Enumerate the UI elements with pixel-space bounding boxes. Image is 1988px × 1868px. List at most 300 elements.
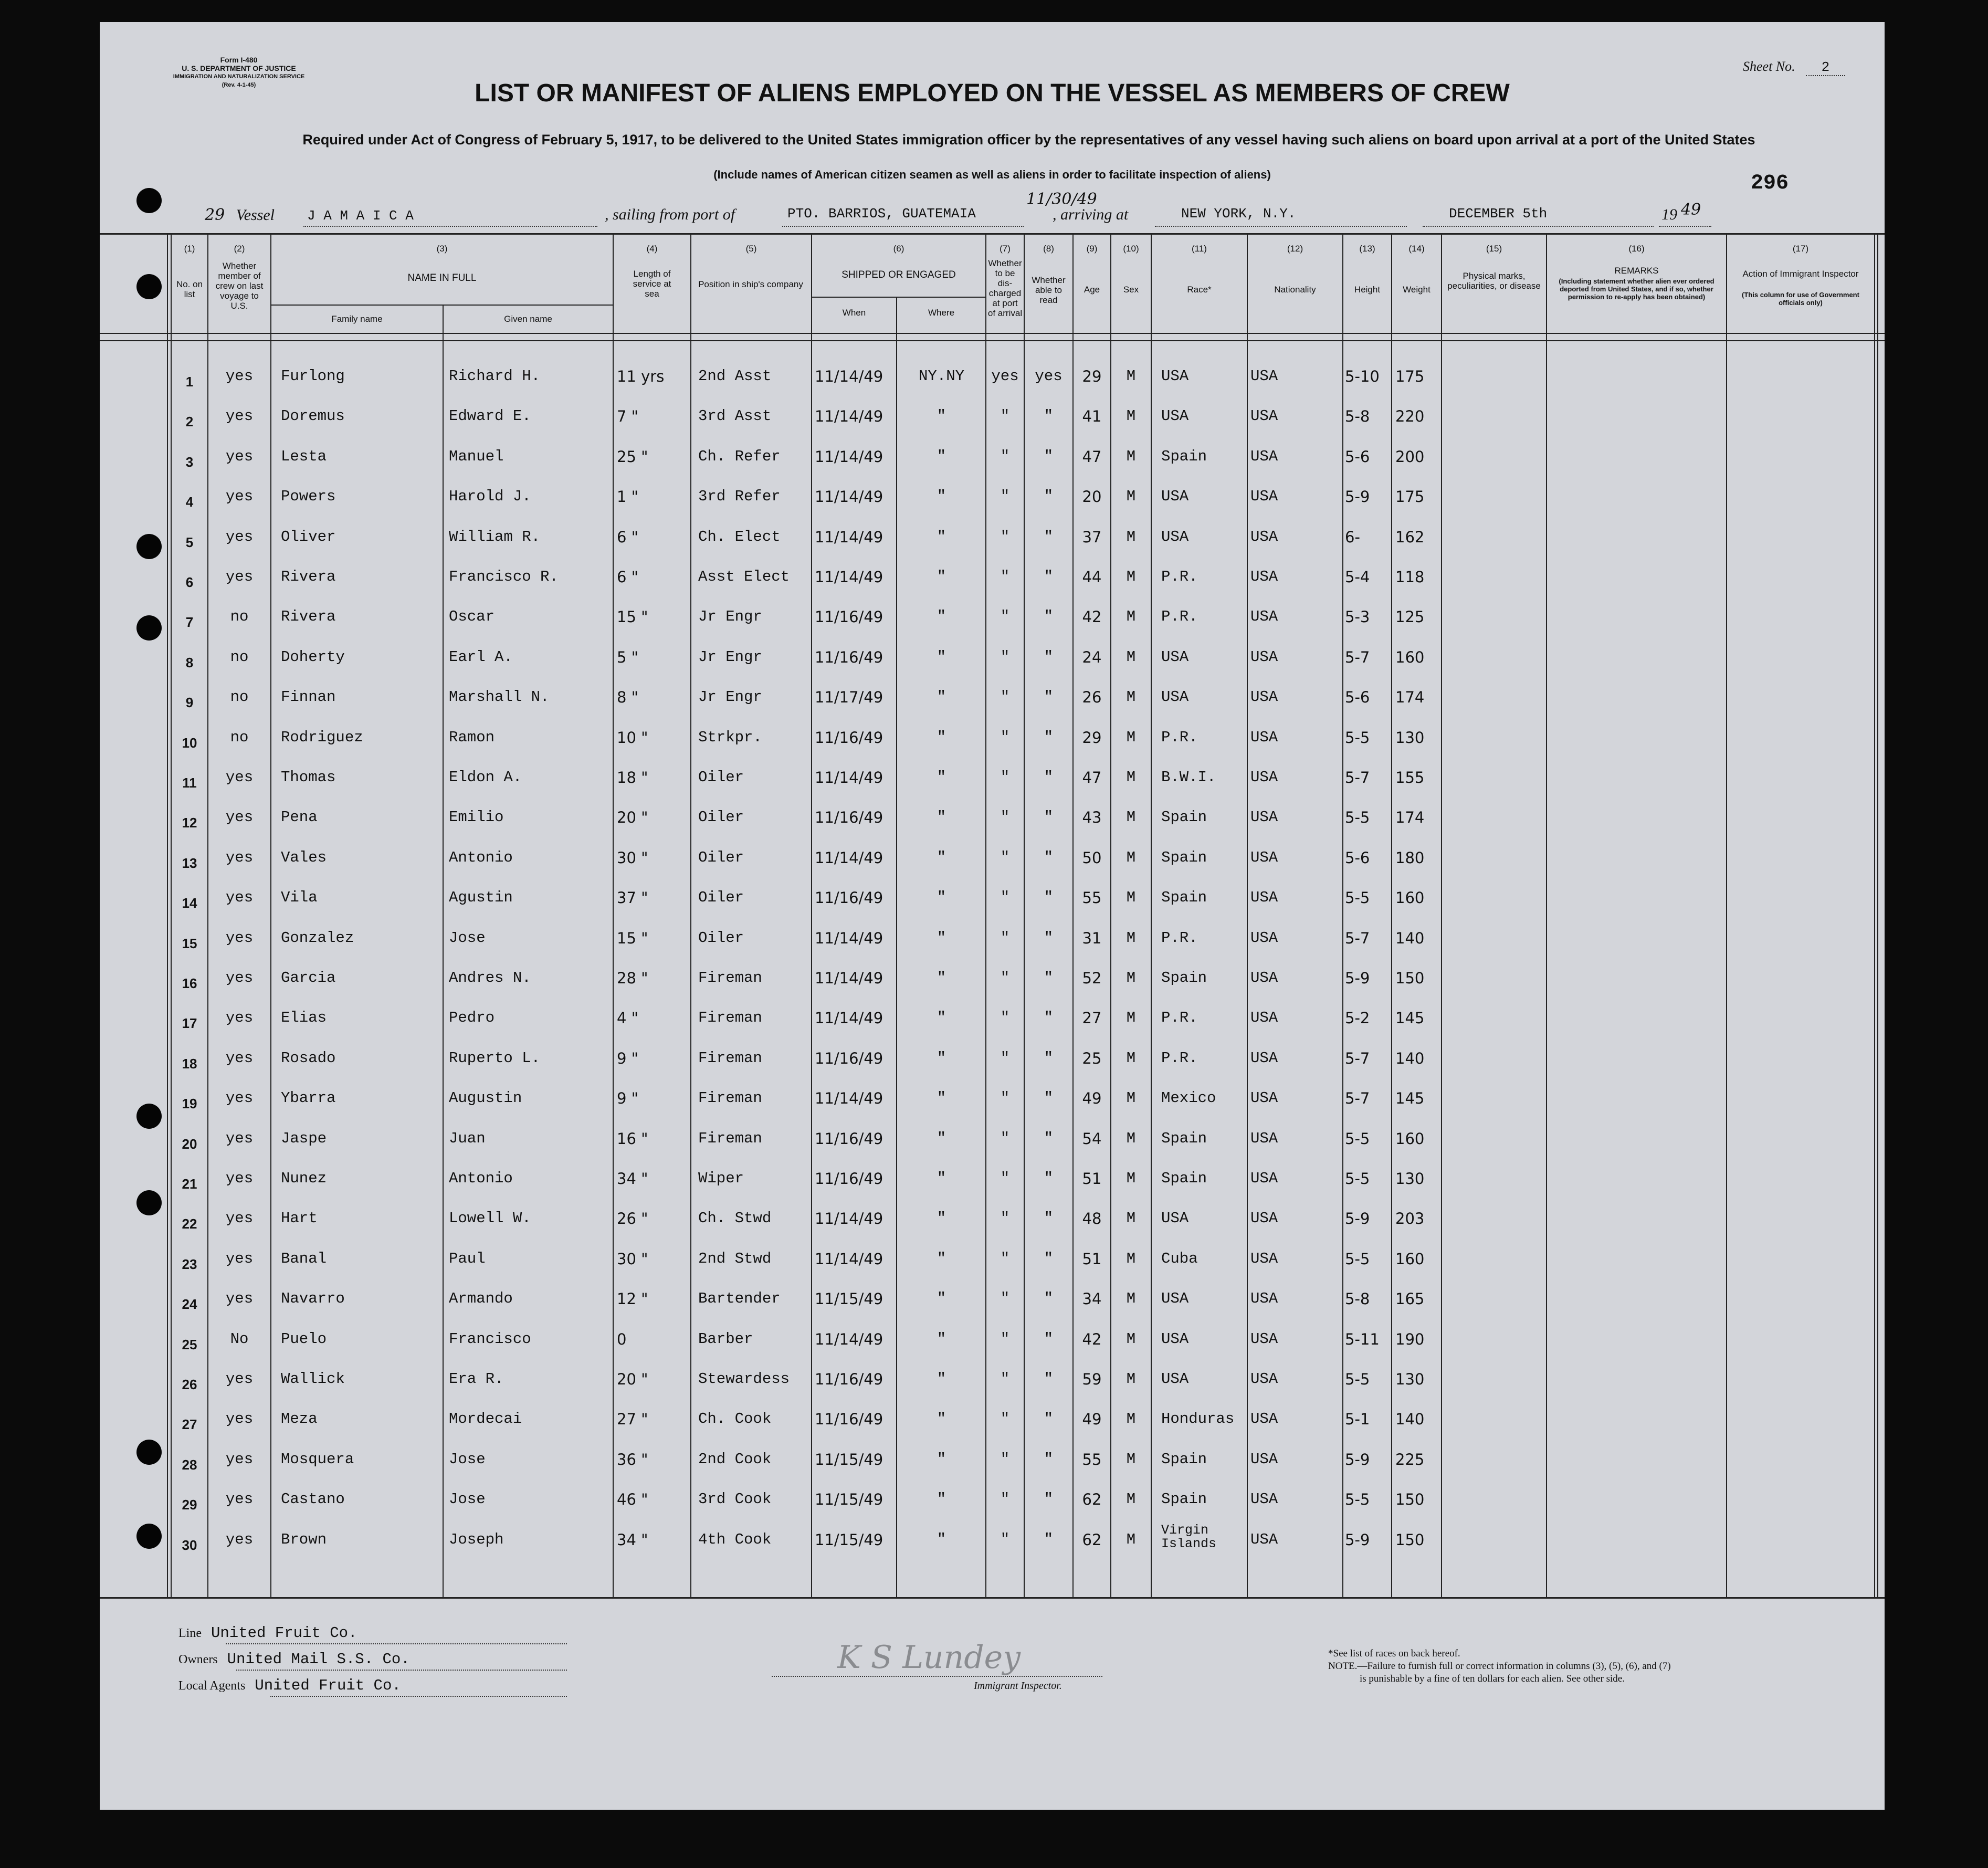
agents-value: United Fruit Co.	[255, 1677, 401, 1694]
col-6-header: SHIPPED OR ENGAGED	[842, 269, 956, 280]
cell-disch: "	[1000, 1450, 1010, 1468]
cell-height: 5-5	[1345, 1370, 1370, 1388]
cell-sex: M	[1126, 608, 1136, 626]
cell-family: Thomas	[281, 769, 336, 786]
cell-where: "	[937, 688, 946, 706]
cell-height: 5-11	[1345, 1330, 1380, 1348]
cell-service: 25 "	[617, 447, 648, 466]
row-number: 6	[185, 574, 194, 590]
cell-given: Edward E.	[449, 407, 531, 425]
cell-service: 15 "	[617, 929, 648, 947]
cell-when: 11/14/49	[815, 1210, 883, 1228]
cell-read: "	[1044, 648, 1054, 666]
cell-race: USA	[1161, 648, 1189, 666]
cell-sex: M	[1126, 1330, 1136, 1348]
cell-position: 3rd Asst	[698, 407, 772, 425]
cell-nat: USA	[1250, 1210, 1278, 1227]
col-4-header: Length of service at sea	[633, 269, 671, 299]
cell-service: 26 "	[617, 1210, 648, 1228]
row-number: 15	[182, 935, 197, 951]
cell-age: 55	[1082, 1450, 1102, 1468]
col-7-header: Whether to be dis-charged at port of arrival	[987, 258, 1023, 318]
cell-read: "	[1044, 769, 1054, 786]
footer-line	[178, 1624, 357, 1642]
cell-height: 5-5	[1345, 1491, 1370, 1509]
cell-nat: USA	[1250, 688, 1278, 706]
cell-last: no	[230, 648, 249, 666]
cell-read: "	[1044, 1129, 1054, 1147]
arriving-label: , arriving at	[1053, 206, 1129, 223]
cell-weight: 145	[1395, 1089, 1425, 1108]
col-12-header: Nationality	[1274, 285, 1316, 295]
cell-disch: "	[1000, 1210, 1010, 1227]
cell-given: Jose	[449, 1491, 486, 1508]
cell-weight: 220	[1395, 407, 1425, 426]
cell-disch: "	[1000, 929, 1010, 947]
cell-when: 11/14/49	[815, 969, 883, 987]
cell-nat: USA	[1250, 368, 1278, 385]
cell-read: "	[1044, 1170, 1054, 1187]
cell-last: no	[230, 728, 249, 746]
cell-where: "	[937, 769, 946, 786]
page-subtitle: Required under Act of Congress of February 5, 1917, to be delivered to the United States immigration officer by the representatives of any vessel having such aliens on board upon arrival at a port of the United States	[302, 132, 1755, 148]
cell-last: yes	[225, 1129, 254, 1147]
cell-where: "	[937, 528, 946, 545]
cell-nat: USA	[1250, 929, 1278, 947]
cell-weight: 125	[1395, 608, 1425, 626]
cell-last: yes	[225, 809, 254, 826]
row-number: 13	[182, 855, 197, 871]
cell-family: Hart	[281, 1210, 318, 1227]
cell-nat: USA	[1250, 648, 1278, 666]
cell-nat: USA	[1250, 528, 1278, 545]
cell-height: 5-5	[1345, 728, 1370, 747]
cell-last: yes	[225, 969, 254, 987]
line-value: United Fruit Co.	[211, 1624, 357, 1642]
cell-position: 3rd Cook	[698, 1491, 772, 1508]
cell-age: 41	[1082, 407, 1102, 426]
vessel-name: J A M A I C A	[307, 208, 414, 224]
cell-family: Rivera	[281, 608, 336, 626]
arriving-port: NEW YORK, N.Y.	[1181, 206, 1296, 222]
cell-given: Ruperto L.	[449, 1049, 541, 1067]
cell-last: yes	[225, 889, 254, 907]
cell-weight: 118	[1395, 568, 1425, 586]
cell-nat: USA	[1250, 1530, 1278, 1548]
arrival-date: DECEMBER 5th	[1449, 206, 1548, 222]
cell-nat: USA	[1250, 1290, 1278, 1308]
cell-race: Spain	[1161, 447, 1207, 465]
cell-family: Furlong	[281, 368, 345, 385]
cell-where: "	[937, 1530, 946, 1548]
cell-position: Fireman	[698, 1009, 762, 1027]
cell-where: "	[937, 1410, 946, 1428]
cell-when: 11/16/49	[815, 1410, 883, 1429]
cell-service: 36 "	[617, 1450, 648, 1468]
penalty-note: NOTE.—Failure to furnish full or correct information in columns (3), (5), (6), and (7)	[1328, 1661, 1671, 1672]
cell-disch: "	[1000, 528, 1010, 545]
cell-given: Agustin	[449, 889, 513, 907]
cell-sex: M	[1126, 488, 1136, 506]
cell-service: 7 "	[617, 407, 639, 426]
cell-last: yes	[225, 407, 254, 425]
cell-position: Strkpr.	[698, 728, 762, 746]
cell-last: yes	[225, 1450, 254, 1468]
cell-race: Spain	[1161, 1170, 1207, 1187]
cell-height: 5-8	[1345, 1290, 1370, 1308]
cell-position: 2nd Stwd	[698, 1250, 772, 1267]
cell-disch: "	[1000, 1491, 1010, 1508]
col-6-when-header: When	[842, 308, 866, 318]
cell-given: Emilio	[449, 809, 504, 826]
cell-where: "	[937, 488, 946, 506]
cell-height: 5-10	[1345, 368, 1380, 385]
cell-disch: "	[1000, 1330, 1010, 1348]
cell-weight: 160	[1395, 889, 1425, 907]
manifest-sheet	[100, 22, 1885, 1810]
cell-race: Spain	[1161, 1491, 1207, 1508]
cell-read: "	[1044, 407, 1054, 425]
row-number: 8	[185, 654, 194, 670]
cell-last: yes	[225, 368, 254, 385]
cell-when: 11/16/49	[815, 1370, 883, 1388]
row-number: 2	[185, 414, 194, 430]
cell-position: 2nd Cook	[698, 1450, 772, 1468]
cell-position: Oiler	[698, 929, 744, 947]
cell-weight: 150	[1395, 969, 1425, 987]
cell-sex: M	[1126, 1009, 1136, 1027]
cell-service: 28 "	[617, 969, 648, 987]
cell-height: 5-4	[1345, 568, 1370, 586]
cell-height: 5-7	[1345, 769, 1370, 786]
col-15-number: (15)	[1486, 244, 1502, 254]
cell-age: 49	[1082, 1089, 1102, 1108]
cell-read: "	[1044, 728, 1054, 746]
col-1-header: No. on list	[176, 279, 203, 299]
row-number: 22	[182, 1216, 197, 1232]
cell-sex: M	[1126, 1410, 1136, 1428]
form-rev: (Rev. 4-1-45)	[222, 82, 256, 88]
cell-read: "	[1044, 889, 1054, 907]
cell-weight: 162	[1395, 528, 1425, 546]
cell-last: yes	[225, 1410, 254, 1428]
cell-service: 4 "	[617, 1009, 639, 1027]
cell-position: Stewardess	[698, 1370, 790, 1388]
cell-age: 29	[1082, 728, 1102, 747]
cell-disch: "	[1000, 1009, 1010, 1027]
cell-where: "	[937, 1330, 946, 1348]
cell-sex: M	[1126, 1210, 1136, 1227]
cell-where: "	[937, 608, 946, 626]
cell-when: 11/14/49	[815, 1330, 883, 1348]
cell-when: 11/14/49	[815, 368, 883, 385]
cell-disch: "	[1000, 1290, 1010, 1308]
col-7-number: (7)	[1000, 244, 1011, 254]
cell-sex: M	[1126, 728, 1136, 746]
col-8-number: (8)	[1043, 244, 1054, 254]
cell-weight: 190	[1395, 1330, 1425, 1348]
cell-height: 5-5	[1345, 1170, 1370, 1188]
footer-owners	[178, 1651, 410, 1668]
cell-service: 12 "	[617, 1290, 648, 1308]
cell-sex: M	[1126, 447, 1136, 465]
cell-sex: M	[1126, 528, 1136, 545]
cell-where: "	[937, 1129, 946, 1147]
cell-nat: USA	[1250, 1250, 1278, 1267]
cell-read: "	[1044, 1410, 1054, 1428]
cell-when: 11/16/49	[815, 608, 883, 626]
cell-nat: USA	[1250, 1450, 1278, 1468]
cell-position: Ch. Elect	[698, 528, 781, 545]
cell-race: P.R.	[1161, 929, 1198, 947]
cell-disch: "	[1000, 809, 1010, 826]
cell-family: Puelo	[281, 1330, 327, 1348]
cell-age: 43	[1082, 809, 1102, 827]
cell-last: yes	[225, 1491, 254, 1508]
cell-position: 3rd Refer	[698, 488, 781, 506]
cell-age: 31	[1082, 929, 1102, 947]
form-number: Form I-480	[220, 56, 258, 64]
cell-disch: "	[1000, 728, 1010, 746]
cell-where: "	[937, 929, 946, 947]
cell-position: Oiler	[698, 809, 744, 826]
cell-family: Finnan	[281, 688, 336, 706]
cell-age: 20	[1082, 488, 1102, 506]
cell-read: "	[1044, 688, 1054, 706]
sheet-number-value: 2	[1806, 59, 1846, 76]
cell-position: Wiper	[698, 1170, 744, 1187]
form-dept: U. S. DEPARTMENT OF JUSTICE	[182, 64, 296, 72]
cell-where: "	[937, 1009, 946, 1027]
cell-position: Fireman	[698, 1089, 762, 1107]
cell-when: 11/14/49	[815, 568, 883, 586]
col-11-header: Race*	[1187, 285, 1212, 295]
cell-age: 49	[1082, 1410, 1102, 1429]
cell-race: USA	[1161, 1290, 1189, 1308]
cell-age: 62	[1082, 1530, 1102, 1549]
cell-last: no	[230, 608, 249, 626]
cell-when: 11/16/49	[815, 728, 883, 747]
cell-sex: M	[1126, 1491, 1136, 1508]
cell-sex: M	[1126, 809, 1136, 826]
cell-family: Doherty	[281, 648, 345, 666]
col-6-where-header: Where	[928, 308, 955, 318]
cell-position: 2nd Asst	[698, 368, 772, 385]
cell-service: 0	[617, 1330, 627, 1348]
col-8-header: Whether able to read	[1032, 275, 1066, 305]
cell-weight: 140	[1395, 1410, 1425, 1429]
cell-read: "	[1044, 528, 1054, 545]
cell-position: Ch. Cook	[698, 1410, 772, 1428]
cell-given: Richard H.	[449, 368, 541, 385]
cell-disch: "	[1000, 1089, 1010, 1107]
cell-family: Rosado	[281, 1049, 336, 1067]
cell-read: "	[1044, 1049, 1054, 1067]
cell-service: 10 "	[617, 728, 648, 747]
cell-service: 6 "	[617, 568, 639, 586]
cell-read: "	[1044, 1450, 1054, 1468]
cell-last: yes	[225, 1370, 254, 1388]
cell-race: P.R.	[1161, 608, 1198, 626]
cell-nat: USA	[1250, 848, 1278, 866]
page-subnote: (Include names of American citizen seamen as well as aliens in order to facilitate inspection of aliens)	[713, 168, 1271, 181]
row-number: 30	[182, 1537, 197, 1553]
sheet-number	[1743, 59, 1845, 75]
cell-given: Earl A.	[449, 648, 513, 666]
row-number: 27	[182, 1416, 197, 1433]
cell-position: Oiler	[698, 848, 744, 866]
row-number: 3	[185, 454, 194, 470]
cell-last: yes	[225, 1530, 254, 1548]
cell-race: USA	[1161, 1330, 1189, 1348]
cell-given: Manuel	[449, 447, 504, 465]
inspector-signature: K S Lundey	[837, 1639, 1021, 1676]
cell-disch: "	[1000, 1170, 1010, 1187]
cell-height: 5-9	[1345, 1450, 1370, 1468]
cell-height: 5-9	[1345, 969, 1370, 987]
cell-height: 5-6	[1345, 848, 1370, 867]
col-15-header: Physical marks, peculiarities, or disease	[1447, 271, 1541, 291]
cell-service: 1 "	[617, 488, 639, 506]
cell-race: Virgin Islands	[1161, 1522, 1217, 1551]
cell-service: 16 "	[617, 1129, 648, 1148]
cell-last: yes	[225, 769, 254, 786]
row-number: 18	[182, 1055, 197, 1072]
cell-height: 5-7	[1345, 648, 1370, 666]
cell-last: yes	[225, 1170, 254, 1187]
row-number: 23	[182, 1256, 197, 1272]
cell-race: Spain	[1161, 1450, 1207, 1468]
cell-disch: "	[1000, 568, 1010, 585]
cell-last: yes	[225, 1009, 254, 1027]
cell-last: No	[230, 1330, 249, 1348]
cell-service: 37 "	[617, 889, 648, 907]
row-number: 5	[185, 534, 194, 550]
page-title: LIST OR MANIFEST OF ALIENS EMPLOYED ON THE VESSEL AS MEMBERS OF CREW	[475, 79, 1510, 107]
cell-when: 11/14/49	[815, 929, 883, 947]
col-3-family-header: Family name	[331, 314, 383, 324]
col-5-number: (5)	[745, 244, 757, 254]
cell-disch: "	[1000, 1049, 1010, 1067]
cell-disch: "	[1000, 769, 1010, 786]
cell-family: Oliver	[281, 528, 336, 545]
cell-nat: USA	[1250, 728, 1278, 746]
cell-family: Mosquera	[281, 1450, 354, 1468]
row-number: 26	[182, 1377, 197, 1392]
cell-when: 11/14/49	[815, 848, 883, 867]
cell-sex: M	[1126, 1049, 1136, 1067]
cell-last: yes	[225, 1250, 254, 1267]
cell-given: Juan	[449, 1129, 486, 1147]
cell-when: 11/16/49	[815, 889, 883, 907]
cell-given: Era R.	[449, 1370, 504, 1388]
cell-last: yes	[225, 1089, 254, 1107]
cell-position: Jr Engr	[698, 648, 762, 666]
cell-height: 5-5	[1345, 889, 1370, 907]
cell-read: "	[1044, 929, 1054, 947]
cell-position: Fireman	[698, 1129, 762, 1147]
cell-race: USA	[1161, 407, 1189, 425]
cell-given: Jose	[449, 1450, 486, 1468]
cell-service: 18 "	[617, 769, 648, 786]
cell-disch: "	[1000, 969, 1010, 987]
cell-height: 5-5	[1345, 1129, 1370, 1148]
cell-given: Harold J.	[449, 488, 531, 506]
cell-disch: "	[1000, 688, 1010, 706]
cell-weight: 175	[1395, 488, 1425, 506]
cell-given: Augustin	[449, 1089, 522, 1107]
cell-position: Oiler	[698, 889, 744, 907]
cell-read: "	[1044, 568, 1054, 585]
sheet-number-label: Sheet No.	[1743, 59, 1795, 74]
cell-position: Barber	[698, 1330, 753, 1348]
cell-when: 11/14/49	[815, 488, 883, 506]
cell-height: 5-2	[1345, 1009, 1370, 1027]
col-16-subheader: (Including statement whether alien ever ordered deported from United States, and if so, whether permission to re-apply has been obtained)	[1559, 277, 1714, 301]
cell-when: 11/16/49	[815, 648, 883, 666]
cell-race: P.R.	[1161, 568, 1198, 585]
cell-nat: USA	[1250, 488, 1278, 506]
cell-weight: 150	[1395, 1530, 1425, 1549]
cell-race: USA	[1161, 688, 1189, 706]
punch-hole	[136, 534, 162, 559]
cell-when: 11/16/49	[815, 1049, 883, 1067]
cell-disch: "	[1000, 1370, 1010, 1388]
cell-service: 20 "	[617, 809, 648, 827]
cell-nat: USA	[1250, 1330, 1278, 1348]
cell-height: 5-1	[1345, 1410, 1370, 1429]
row-number: 1	[185, 374, 194, 390]
cell-sex: M	[1126, 969, 1136, 987]
cell-height: 5-3	[1345, 608, 1370, 626]
cell-weight: 130	[1395, 1170, 1425, 1188]
cell-disch: "	[1000, 1530, 1010, 1548]
cell-where: "	[937, 648, 946, 666]
row-number: 14	[182, 895, 197, 911]
cell-disch: "	[1000, 1410, 1010, 1428]
row-number: 28	[182, 1456, 197, 1473]
row-number: 21	[182, 1176, 197, 1192]
cell-sex: M	[1126, 889, 1136, 907]
cell-last: yes	[225, 568, 254, 585]
cell-race: Spain	[1161, 889, 1207, 907]
cell-read: "	[1044, 969, 1054, 987]
cell-position: 4th Cook	[698, 1530, 772, 1548]
cell-disch: "	[1000, 447, 1010, 465]
cell-family: Powers	[281, 488, 336, 506]
cell-when: 11/16/49	[815, 1170, 883, 1188]
cell-age: 44	[1082, 568, 1102, 586]
cell-sex: M	[1126, 929, 1136, 947]
vessel-label: Vessel	[236, 206, 275, 224]
cell-family: Lesta	[281, 447, 327, 465]
cell-service: 6 "	[617, 528, 639, 546]
cell-weight: 130	[1395, 728, 1425, 747]
col-10-header: Sex	[1123, 285, 1139, 295]
cell-height: 5-7	[1345, 929, 1370, 947]
cell-age: 34	[1082, 1290, 1102, 1308]
punch-hole	[136, 1440, 162, 1465]
cell-given: Oscar	[449, 608, 495, 626]
cell-age: 55	[1082, 889, 1102, 907]
cell-when: 11/17/49	[815, 688, 883, 707]
cell-family: Banal	[281, 1250, 327, 1267]
cell-service: 34 "	[617, 1170, 648, 1188]
sailing-port: PTO. BARRIOS, GUATEMAIA	[787, 206, 976, 222]
cell-when: 11/15/49	[815, 1530, 883, 1549]
cell-race: P.R.	[1161, 728, 1198, 746]
punch-hole	[136, 1104, 162, 1129]
